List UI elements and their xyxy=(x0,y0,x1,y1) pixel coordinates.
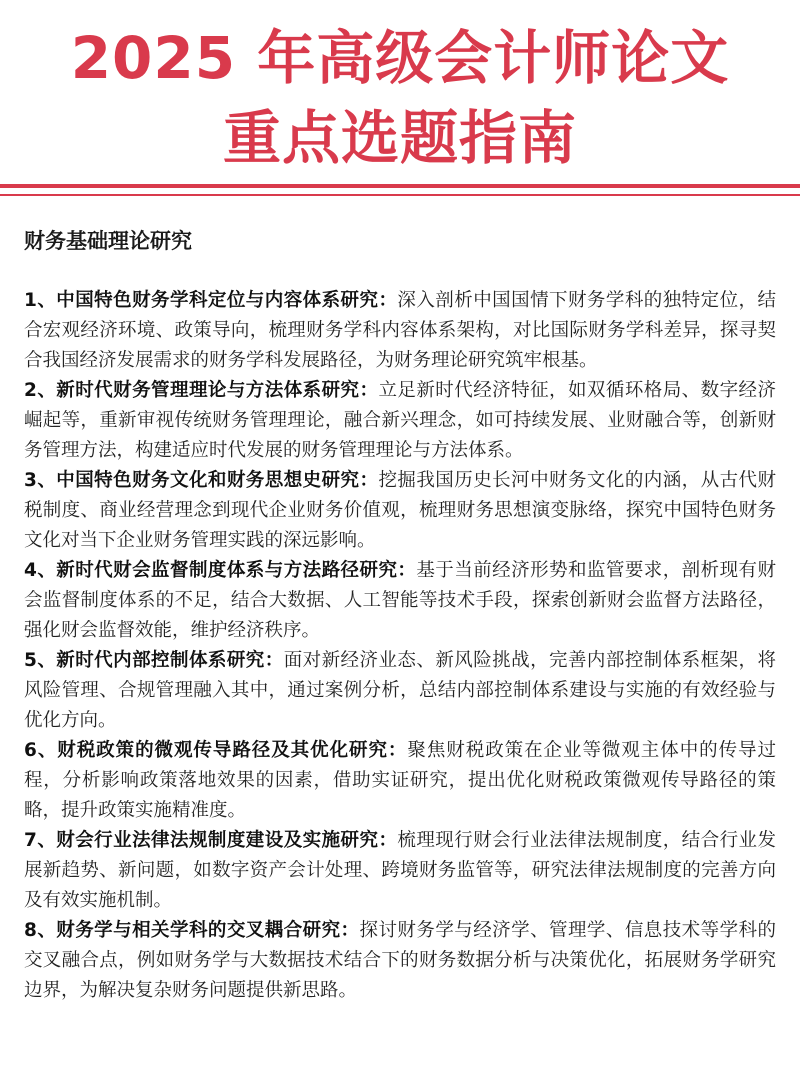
item-number: 6、 xyxy=(24,740,58,761)
title-line-1: 2025 年高级会计师论文 xyxy=(70,24,730,92)
item-number: 8、 xyxy=(24,920,57,941)
item-heading: 财税政策的微观传导路径及其优化研究： xyxy=(57,740,408,761)
title-divider-thin xyxy=(0,194,800,196)
item-body: 聚焦财税政策在企业等微观主体中的传导过程，分析影响政策落地效果的因素，借助实证研究，提出优化财税政策微观传导路径的策略，提升政策实施精准度。 xyxy=(24,740,776,821)
item-heading: 财务学与相关学科的交叉耦合研究： xyxy=(56,920,360,941)
item-body: 深入剖析中国国情下财务学科的独特定位，结合宏观经济环境、政策导向，梳理财务学科内容体系架构，对比国际财务学科差异，探寻契合我国经济发展需求的财务学科发展路径，为财务理论研究筑牢根基。 xyxy=(24,290,776,371)
document-body xyxy=(24,226,776,1006)
item-number: 7、 xyxy=(24,830,57,851)
item-heading: 财会行业法律法规制度建设及实施研究： xyxy=(56,830,398,851)
item-number: 2、 xyxy=(24,380,57,401)
item-body: 立足新时代经济特征，如双循环格局、数字经济崛起等，重新审视传统财务管理理论，融合新兴理念，如可持续发展、业财融合等，创新财务管理方法，构建适应时代发展的财务管理理论与方法体系。 xyxy=(24,380,776,461)
item-number: 5、 xyxy=(24,650,57,671)
list-item-3 xyxy=(24,466,776,556)
item-heading: 中国特色财务学科定位与内容体系研究： xyxy=(56,290,398,311)
item-body: 探讨财务学与经济学、管理学、信息技术等学科的交叉融合点，例如财务学与大数据技术结合下的财务数据分析与决策优化，拓展财务学研究边界，为解决复杂财务问题提供新思路。 xyxy=(24,920,776,1001)
list-item-7 xyxy=(24,826,776,916)
list-item-2 xyxy=(24,376,776,466)
item-body: 基于当前经济形势和监管要求，剖析现有财会监督制度体系的不足，结合大数据、人工智能等技术手段，探索创新财会监督方法路径，强化财会监督效能，维护经济秩序。 xyxy=(24,560,776,641)
item-heading: 新时代财务管理理论与方法体系研究： xyxy=(56,380,379,401)
page-title xyxy=(0,18,800,178)
list-item-6 xyxy=(24,736,776,826)
list-item-8 xyxy=(24,916,776,1006)
item-number: 1、 xyxy=(24,290,57,311)
item-number: 4、 xyxy=(24,560,57,581)
item-heading: 新时代财会监督制度体系与方法路径研究： xyxy=(56,560,417,581)
list-item-5 xyxy=(24,646,776,736)
list-item-1 xyxy=(24,286,776,376)
item-body: 挖掘我国历史长河中财务文化的内涵，从古代财税制度、商业经营理念到现代企业财务价值观，梳理财务思想演变脉络，探究中国特色财务文化对当下企业财务管理实践的深远影响。 xyxy=(24,470,776,551)
item-number: 3、 xyxy=(24,470,57,491)
list-item-4 xyxy=(24,556,776,646)
title-line-2: 重点选题指南 xyxy=(222,104,577,172)
item-body: 面对新经济业态、新风险挑战，完善内部控制体系框架，将风险管理、合规管理融入其中，通过案例分析，总结内部控制体系建设与实施的有效经验与优化方向。 xyxy=(24,650,776,731)
item-heading: 中国特色财务文化和财务思想史研究： xyxy=(56,470,379,491)
item-heading: 新时代内部控制体系研究： xyxy=(56,650,284,671)
item-body: 梳理现行财会行业法律法规制度，结合行业发展新趋势、新问题，如数字资产会计处理、跨境财务监管等，研究法律法规制度的完善方向及有效实施机制。 xyxy=(24,830,776,911)
section-heading: 财务基础理论研究 xyxy=(24,229,192,253)
title-divider-thick xyxy=(0,184,800,188)
